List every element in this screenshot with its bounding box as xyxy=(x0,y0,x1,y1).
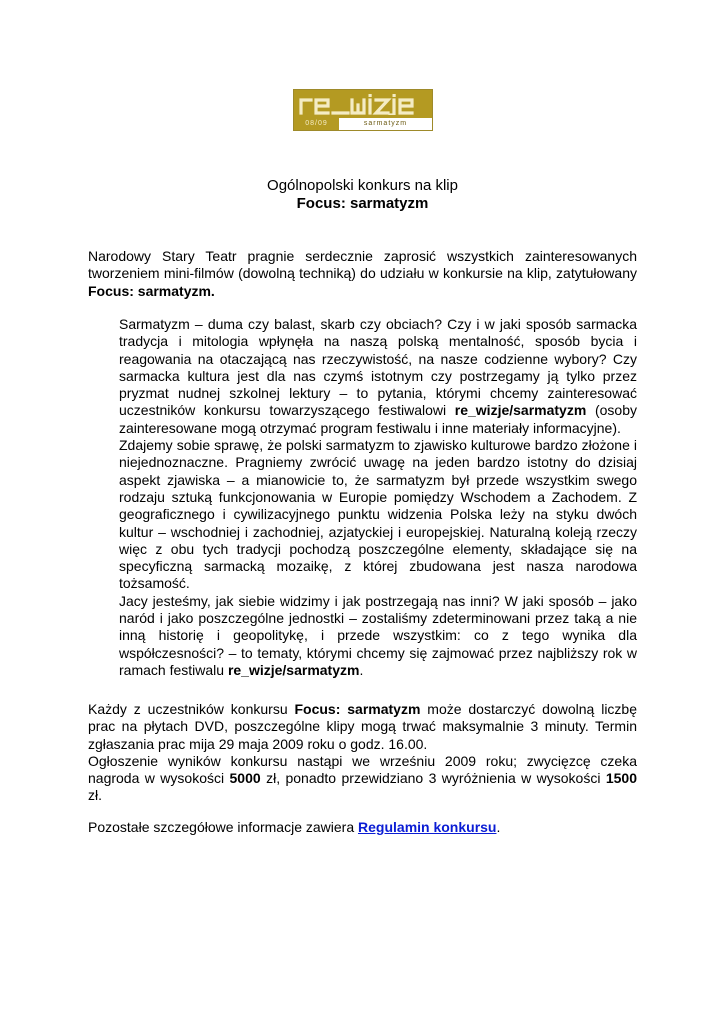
footer-paragraph: Pozostałe szczegółowe informacje zawiera Regulamin konkursu. xyxy=(88,819,501,835)
page-title: Ogólnopolski konkurs na klip xyxy=(267,177,458,194)
quote-paragraph-3: Jacy jesteśmy, jak siebie widzimy i jak postrzegają nas inni? W jaki sposób – jako naród i jako poszczególne jednostki – zostaliśmy zdeterminowani przez taką a nie inną historię i geopolitykę, i przede wszystkim: co z tego wynika dla współczesności? – to tematy, którymi chcemy się zajmować przez najbliższy rok w ramach festiwalu re_wizje/sarmatyzm. xyxy=(119,592,637,678)
page-subtitle: Focus: sarmatyzm xyxy=(296,195,429,212)
logo-subtitle: sarmatyzm xyxy=(339,118,432,130)
logo-wordmark xyxy=(294,90,432,118)
regulations-link[interactable]: Regulamin konkursu xyxy=(358,819,497,835)
quote-paragraph-2: Zdajemy sobie sprawę, że polski sarmatyzm to zjawisko kulturowe bardzo złożone i niejednoznaczne. Pragniemy zwrócić uwagę na jeden bardzo istotny do dzisiaj aspekt zjawiska – a mianowicie to, że sarmatyzm był przede wszystkim swego rodzaju sztuką funkcjonowania w Europie pomiędzy Wschodem a Zachodem. Z geograficznego i cywilizacyjnego punktu widzenia Polska leży na styku dwóch kultur – wschodniej i zachodniej, azjatyckiej i europejskiej. Naturalną koleją rzeczy więc z obu tych tradycji pochodzą poszczególne elementy, składające się na specyficzną sarmacką mozaikę, z której zbudowana jest nasza narodowa tożsamość. xyxy=(119,437,637,592)
rules-paragraph-1: Każdy z uczestników konkursu Focus: sarmatyzm może dostarczyć dowolną liczbę prac na płytach DVD, poszczególne klipy mogą trwać maksymalnie 3 minuty. Termin zgłaszania prac mija 29 maja 2009 roku o godz. 16.00. xyxy=(88,701,637,752)
rules-paragraph-2: Ogłoszenie wyników konkursu nastąpi we wrześniu 2009 roku; zwycięzcę czeka nagroda w wysokości 5000 zł, ponadto przewidziano 3 wyróżnienia w wysokości 1500 zł. xyxy=(88,752,638,804)
festival-name-bold: re_wizje/sarmatyzm xyxy=(454,402,587,419)
quote-paragraph-1: Sarmatyzm – duma czy balast, skarb czy obciach? Czy i w jaki sposób sarmacka tradycja i mitologia wpłynęła na naszą polską mentalność, sposób bycia i reagowania na otaczającą nas rzeczywistość, na nasze codzienne wybory? Czy sarmacka kultura jest dla nas czymś istotnym czy postrzegamy ją tylko przez pryzmat nudnej szkolnej lektury – to pytania, którymi chcemy zainteresować uczestników konkursu towarzyszącego festiwalowi re_wizje/sarmatyzm (osoby zainteresowane mogą otrzymać program festiwalu i inne materiały informacyjne). xyxy=(119,316,637,436)
quote-section xyxy=(119,316,637,679)
festival-name-bold: re_wizje/sarmatyzm xyxy=(227,661,360,678)
distinction-amount: 1500 xyxy=(605,770,638,787)
logo-year: 08/09 xyxy=(294,118,339,130)
logo-wordmark-graphic xyxy=(298,93,430,115)
festival-logo xyxy=(293,89,433,131)
intro-text: Narodowy Stary Teatr pragnie serdecznie zaprosić wszystkich zainteresowanych tworzeniem mini-filmów (dowolną techniką) do udziału w konkursie na klip, zatytułowany xyxy=(88,248,637,282)
intro-title-bold: Focus: sarmatyzm. xyxy=(88,282,215,299)
prize-amount: 5000 xyxy=(229,770,261,787)
intro-paragraph xyxy=(88,248,637,300)
rules-section xyxy=(88,701,637,805)
